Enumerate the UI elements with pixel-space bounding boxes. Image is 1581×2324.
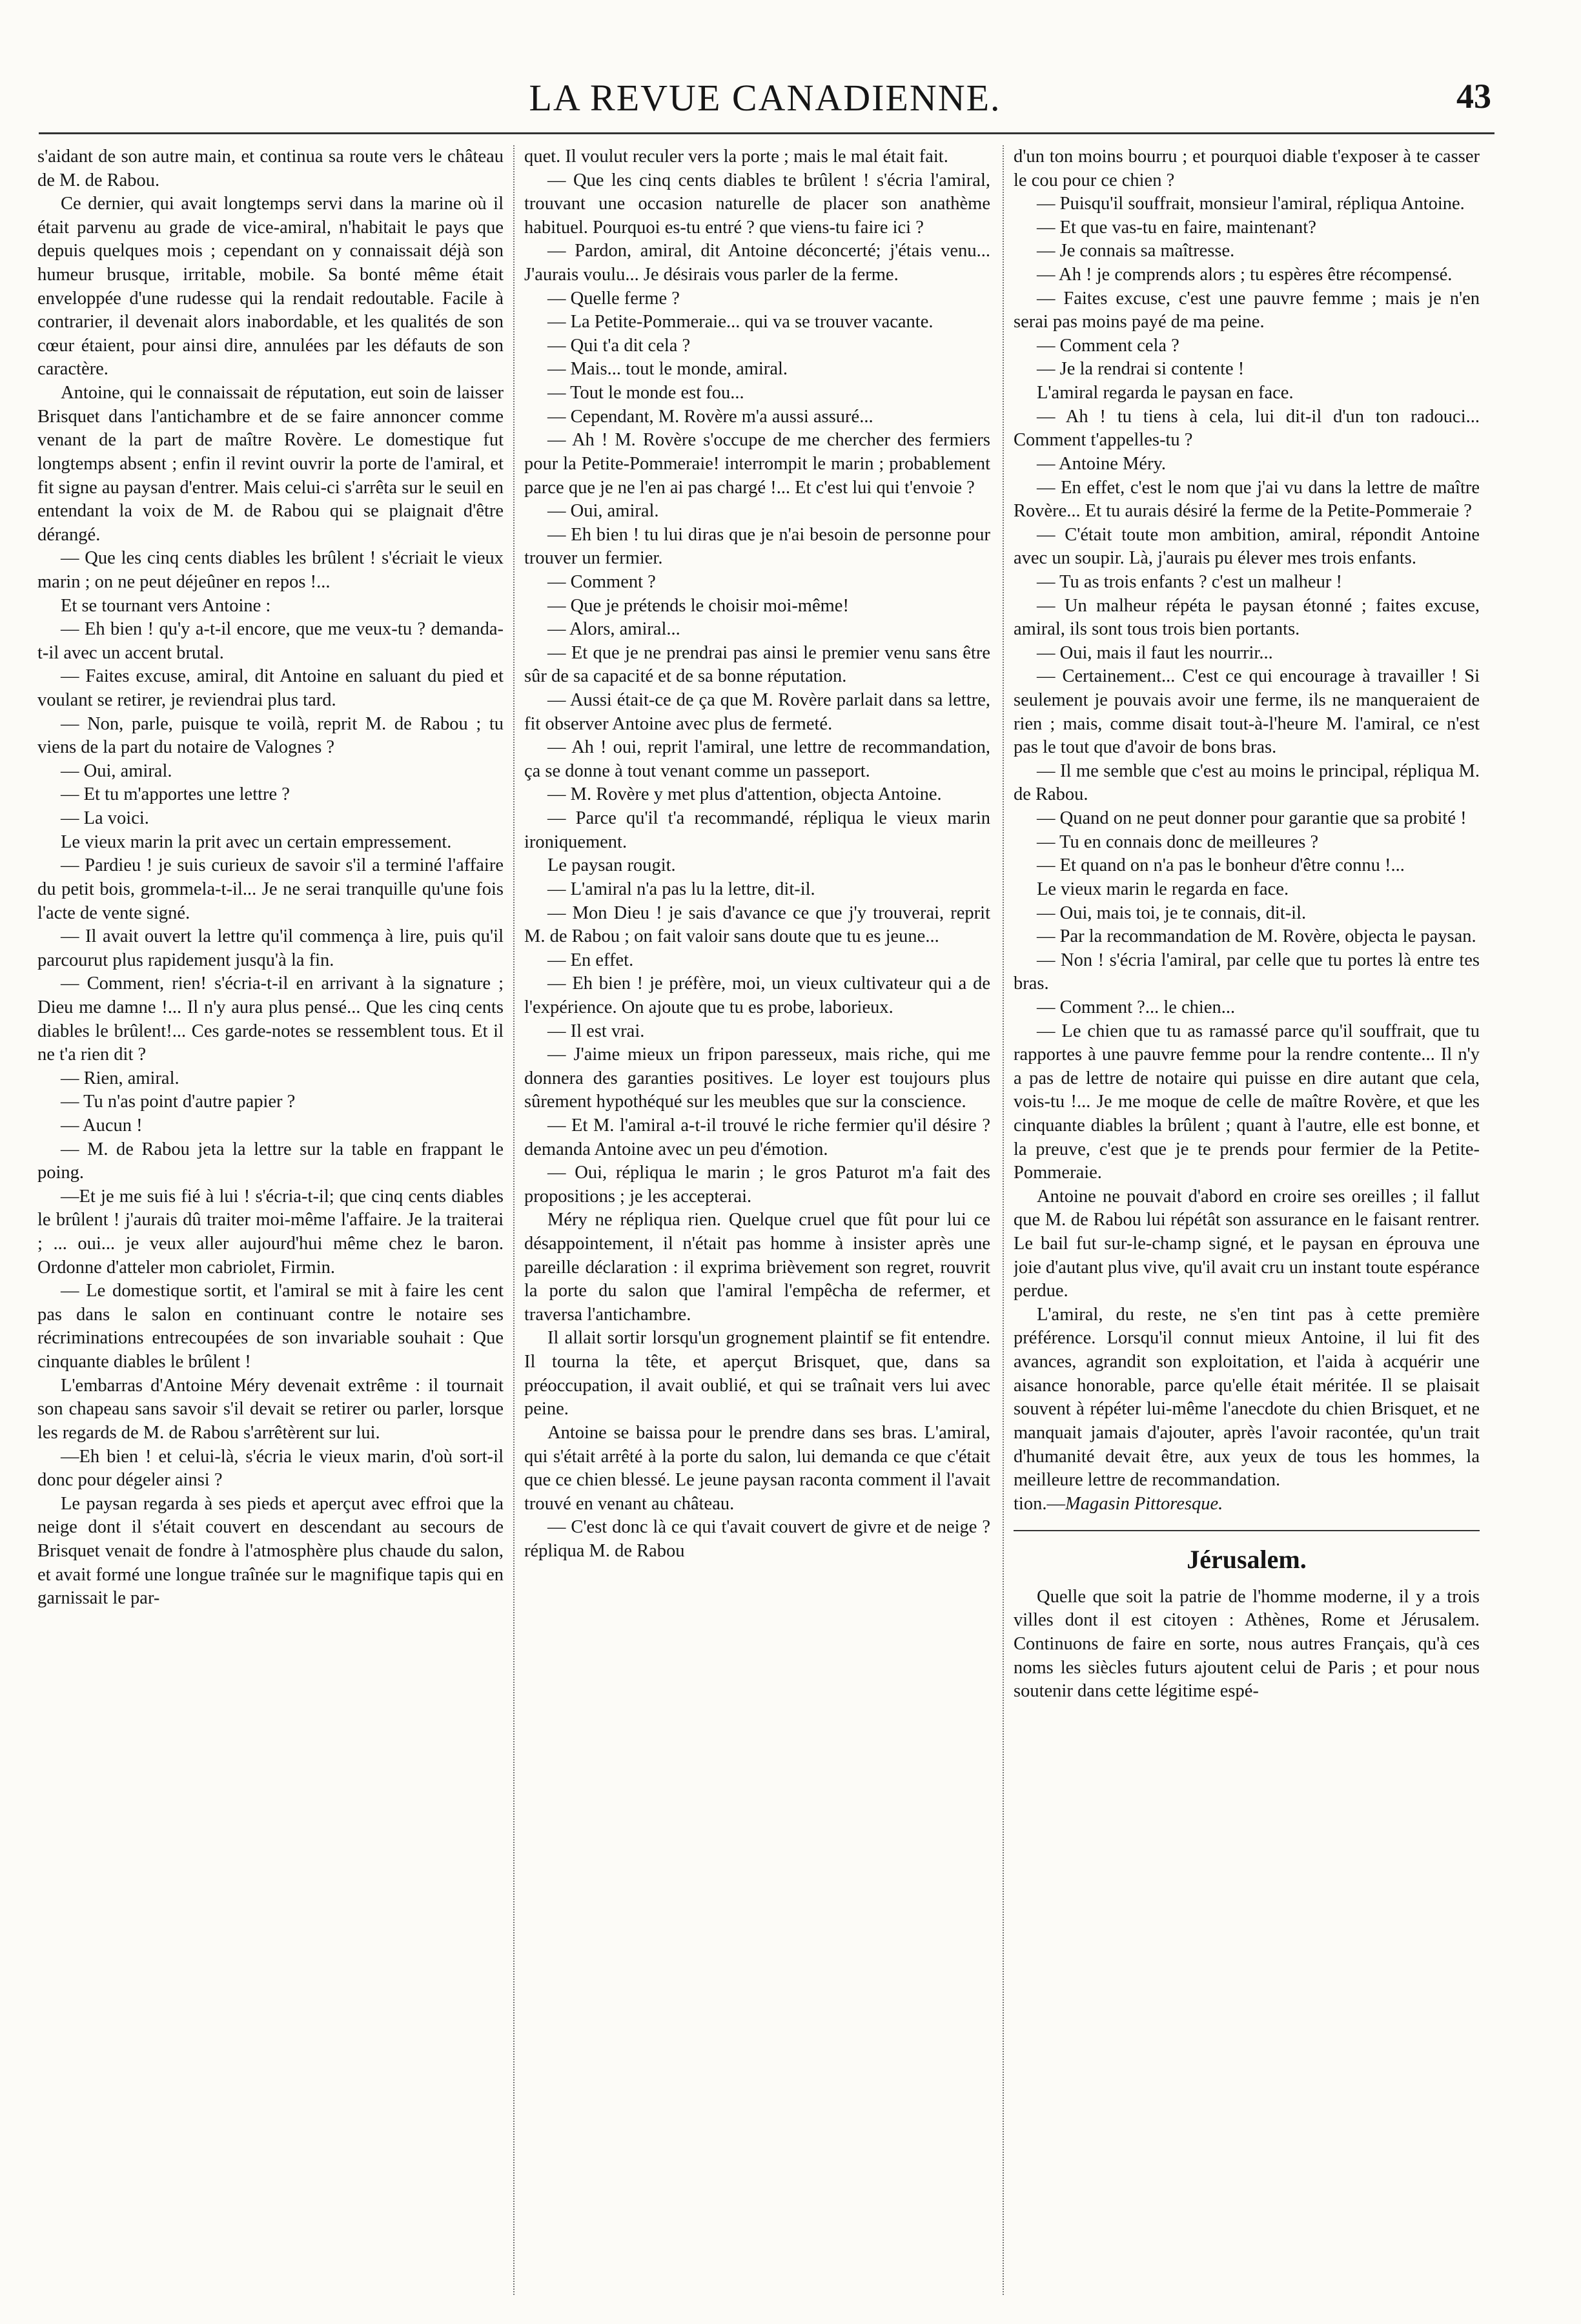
- paragraph: — Ah ! M. Rovère s'occupe de me chercher des fermiers pour la Petite-Pommeraie! interrompit le marin ; probablement parce que je ne l'en ai pas chargé !... Et c'est lui qui t'envoie ?: [524, 430, 990, 498]
- paragraph: — Comment ?... le chien...: [1037, 997, 1236, 1017]
- paragraph: — Non, parle, puisque te voilà, reprit M. de Rabou ; tu viens de la part du notaire de Valognes ?: [37, 713, 504, 758]
- paragraph: — Mon Dieu ! je sais d'avance ce que j'y trouverai, reprit M. de Rabou ; on fait valoir sans doute que tu es jeune...: [524, 902, 990, 947]
- paragraph: — Oui, amiral.: [547, 501, 659, 522]
- paragraph: — Aucun !: [61, 1115, 143, 1136]
- paragraph: — Tu as trois enfants ? c'est un malheur !: [1037, 571, 1342, 592]
- paragraph: Le paysan rougit.: [547, 855, 676, 876]
- paragraph: s'aidant de son autre main, et continua sa route vers le château de M. de Rabou.: [37, 147, 504, 190]
- paragraph: Le vieux marin la prit avec un certain empressement.: [61, 831, 452, 852]
- paragraph: — Eh bien ! qu'y a-t-il encore, que me veux-tu ? demanda-t-il avec un accent brutal.: [37, 619, 504, 663]
- paragraph: — Faites excuse, c'est une pauvre femme ; mais je n'en serai pas moins payé de ma peine.: [1014, 288, 1480, 332]
- paragraph: — Et tu m'apportes une lettre ?: [61, 784, 290, 805]
- paragraph: — Ah ! tu tiens à cela, lui dit-il d'un ton radouci... Comment t'appelles-tu ?: [1014, 406, 1480, 451]
- paragraph: —Et je me suis fié à lui ! s'écria-t-il; que cinq cents diables le brûlent ! j'aurais dû traiter moi-même l'affaire. Je la traiterai ; ... oui... je veux aller aujourd'hui même chez le baron. Ordonne d'atteler mon cabriolet, Firmin.: [37, 1186, 504, 1278]
- paragraph: — Il me semble que c'est au moins le principal, répliqua M. de Rabou.: [1014, 760, 1480, 805]
- paragraph: — Et M. l'amiral a-t-il trouvé le riche fermier qu'il désire ? demanda Antoine avec un peu d'émotion.: [524, 1115, 990, 1159]
- paragraph: quet. Il voulut reculer vers la porte ; mais le mal était fait.: [524, 147, 948, 167]
- paragraph: — En effet.: [547, 950, 634, 970]
- paragraph: — Aussi était-ce de ça que M. Rovère parlait dans sa lettre, fit observer Antoine avec plus de fermeté.: [524, 690, 990, 734]
- paragraph: — Ah ! je comprends alors ; tu espères être récompensé.: [1037, 265, 1453, 285]
- paragraph: L'amiral, du reste, ne s'en tint pas à cette première préférence. Lorsqu'il connut mieux Antoine, il lui fit des avances, agrandit son exploitation, et l'aida à acquérir une aisance honorable, parce qu'elle était méritée. Il se plaisait souvent à répéter lui-même l'anecdote du chien Brisquet, et ne manquait jamais d'ajouter, après l'avoir racontée, qu'un trait d'humanité devait être, aux yeux de tous les hommes, la meilleure lettre de recommandation.: [1014, 1304, 1480, 1491]
- paragraph: Et se tournant vers Antoine :: [61, 595, 271, 616]
- credit-source: Magasin Pittoresque.: [1065, 1493, 1223, 1514]
- paragraph: — Ah ! oui, reprit l'amiral, une lettre de recommandation, ça se donne à tout venant comme un passeport.: [524, 737, 990, 781]
- page-number: 43: [1456, 77, 1491, 116]
- paragraph: — Oui, mais il faut les nourrir...: [1037, 642, 1273, 663]
- column-divider: [513, 145, 515, 2295]
- paragraph: — Que les cinq cents diables les brûlent ! s'écriait le vieux marin ; on ne peut déjeûner en repos !...: [37, 548, 504, 592]
- paragraph: — Que les cinq cents diables te brûlent ! s'écria l'amiral, trouvant une occasion naturelle de placer son anathème habituel. Pourquoi es-tu entré ? que viens-tu faire ici ?: [524, 170, 990, 238]
- paragraph: — C'était toute mon ambition, amiral, répondit Antoine avec un soupir. Là, j'aurais pu élever mes trois enfants.: [1014, 524, 1480, 569]
- paragraph: Ce dernier, qui avait longtemps servi dans la marine où il était parvenu au grade de vice-amiral, n'habitait le pays que depuis quelques mois ; cependant on y connaissait déjà son humeur brusque, irritable, mobile. Sa bonté même était enveloppée d'une rudesse qui la rendait redoutable. Facile à contrarier, il devenait alors inabordable, et les qualités de son cœur étaient, pour ainsi dire, annulées par les défauts de son caractère.: [37, 194, 504, 380]
- paragraph: — Non ! s'écria l'amiral, par celle que tu portes là entre tes bras.: [1014, 950, 1480, 994]
- text-column-2: [524, 145, 990, 2298]
- text-column-3: [1014, 145, 1480, 2298]
- paragraph: — Pardon, amiral, dit Antoine déconcerté; j'étais venu... J'aurais voulu... Je désirais vous parler de la ferme.: [524, 241, 990, 285]
- paragraph: L'amiral regarda le paysan en face.: [1037, 383, 1294, 403]
- paragraph: — Et quand on n'a pas le bonheur d'être connu !...: [1037, 855, 1405, 876]
- paragraph: — Et que je ne prendrai pas ainsi le premier venu sans être sûr de sa capacité et de sa bonne réputation.: [524, 642, 990, 687]
- paragraph: — En effet, c'est le nom que j'ai vu dans la lettre de maître Rovère... Et tu aurais désiré la ferme de la Petite-Pommeraie ?: [1014, 477, 1480, 522]
- article-body: [1014, 1585, 1480, 1704]
- paragraph: — Oui, mais toi, je te connais, dit-il.: [1037, 902, 1307, 923]
- paragraph: — Je la rendrai si contente !: [1037, 359, 1245, 380]
- paragraph: — Certainement... C'est ce qui encourage à travailler ! Si seulement je pouvais avoir une ferme, ils ne manqueraient de rien ; mais, comme disait tout-à-l'heure M. l'amiral, ce n'est pas le tout que d'avoir de bons bras.: [1014, 666, 1480, 758]
- paragraph: L'embarras d'Antoine Méry devenait extrême : il tournait son chapeau sans savoir s'il devait se retirer ou parler, lorsque les regards de M. de Rabou s'arrêtèrent sur lui.: [37, 1375, 504, 1443]
- paragraph: — Quelle ferme ?: [547, 288, 680, 309]
- paragraph: — Cependant, M. Rovère m'a aussi assuré...: [547, 406, 873, 427]
- paragraph: — Il est vrai.: [547, 1021, 645, 1041]
- paragraph: — Parce qu'il t'a recommandé, répliqua le vieux marin ironiquement.: [524, 808, 990, 852]
- section-divider: [1014, 1530, 1480, 1531]
- text-column-1: [37, 145, 504, 2298]
- paragraph: — Un malheur répéta le paysan étonné ; faites excuse, amiral, ils sont tous trois bien portants.: [1014, 595, 1480, 640]
- paragraph: — Oui, amiral.: [61, 760, 172, 781]
- paragraph: — Et que vas-tu en faire, maintenant?: [1037, 217, 1316, 238]
- paragraph: — Mais... tout le monde, amiral.: [547, 359, 788, 380]
- paragraph: — Par la recommandation de M. Rovère, objecta le paysan.: [1037, 926, 1476, 947]
- credit-prefix: tion.—: [1014, 1493, 1065, 1514]
- paragraph: — Eh bien ! je préfère, moi, un vieux cultivateur qui a de l'expérience. On ajoute que tu es probe, laborieux.: [524, 973, 990, 1017]
- journal-title: LA REVUE CANADIENNE.: [529, 77, 1001, 119]
- story-conclusion: [1014, 145, 1480, 1493]
- paragraph: — La voici.: [61, 808, 149, 829]
- paragraph: d'un ton moins bourru ; et pourquoi diable t'exposer à te casser le cou pour ce chien ?: [1014, 147, 1480, 190]
- page-header: [39, 71, 1491, 123]
- paragraph: Il allait sortir lorsqu'un grognement plaintif se fit entendre. Il tourna la tête, et aperçut Brisquet, que, dans sa préoccupation, il avait oublié, et qui se traînait vers lui avec peine.: [524, 1328, 990, 1420]
- column-divider: [1003, 145, 1004, 2295]
- source-credit: [1014, 1493, 1480, 1516]
- paragraph: — Tu en connais donc de meilleures ?: [1037, 831, 1319, 852]
- paragraph: — Il avait ouvert la lettre qu'il commença à lire, puis qu'il parcourut plus rapidement jusqu'à la fin.: [37, 926, 504, 970]
- paragraph: Le vieux marin le regarda en face.: [1037, 879, 1289, 899]
- paragraph: — C'est donc là ce qui t'avait couvert de givre et de neige ? répliqua M. de Rabou: [524, 1517, 990, 1561]
- paragraph: Méry ne répliqua rien. Quelque cruel que fût pour lui ce désappointement, il n'était pas homme à insister après une pareille déclaration : il exprima brièvement son regret, rouvrit la porte du salon que l'amiral l'empêcha de refermer, et traversa l'antichambre.: [524, 1210, 990, 1325]
- paragraph: — Comment cela ?: [1037, 335, 1179, 356]
- paragraph: — J'aime mieux un fripon paresseux, mais riche, qui me donnera des garanties positives. Le loyer est toujours plus sûrement hypothéqué sur les meubles que sur la conscience.: [524, 1045, 990, 1112]
- paragraph: — Tout le monde est fou...: [547, 383, 744, 403]
- paragraph: — Alors, amiral...: [547, 619, 680, 640]
- paragraph: — Tu n'as point d'autre papier ?: [61, 1092, 296, 1112]
- paragraph: — Je connais sa maîtresse.: [1037, 241, 1235, 261]
- paragraph: Quelle que soit la patrie de l'homme moderne, il y a trois villes dont il est citoyen : Athènes, Rome et Jérusalem. Continuons de faire en sorte, nous autres Français, qu'à ces noms les siècles futurs ajoutent celui de Paris ; et pour nous soutenir dans cette légitime espé-: [1014, 1586, 1480, 1702]
- paragraph: — Faites excuse, amiral, dit Antoine en saluant du pied et voulant se retirer, je reviendrai plus tard.: [37, 666, 504, 711]
- paragraph: — Antoine Méry.: [1037, 453, 1167, 474]
- paragraph: Antoine, qui le connaissait de réputation, eut soin de laisser Brisquet dans l'antichambre et de se faire annoncer comme venant de la part de maître Rovère. Le domestique fut longtemps absent ; enfin il revint ouvrir la porte de l'amiral, et fit signe au paysan d'entrer. Mais celui-ci s'arrêta sur le seuil en entendant la voix de M. de Rabou qui se plaignait d'être dérangé.: [37, 383, 504, 545]
- paragraph: —Eh bien ! et celui-là, s'écria le vieux marin, d'où sort-il donc pour dégeler ainsi ?: [37, 1446, 504, 1491]
- paragraph: — Quand on ne peut donner pour garantie que sa probité !: [1037, 808, 1467, 829]
- paragraph: — Qui t'a dit cela ?: [547, 335, 691, 356]
- paragraph: — L'amiral n'a pas lu la lettre, dit-il.: [547, 879, 815, 899]
- paragraph: Antoine ne pouvait d'abord en croire ses oreilles ; il fallut que M. de Rabou lui répétât son assurance en le faisant rentrer. Le bail fut sur-le-champ signé, et le paysan en éprouva une joie d'autant plus vive, qu'il avait cru un instant toute espérance perdue.: [1014, 1186, 1480, 1301]
- article-title: Jérusalem.: [1187, 1545, 1307, 1575]
- paragraph: Antoine se baissa pour le prendre dans ses bras. L'amiral, qui s'était arrêté à la porte du salon, lui demanda ce que c'était que ce chien blessé. Le jeune paysan raconta comment il l'avait trouvé en venant au château.: [524, 1422, 990, 1514]
- paragraph: — Que je prétends le choisir moi-même!: [547, 595, 849, 616]
- paragraph: — M. de Rabou jeta la lettre sur la table en frappant le poing.: [37, 1139, 504, 1183]
- paragraph: — Le domestique sortit, et l'amiral se mit à faire les cent pas dans le salon en continuant contre le notaire ses récriminations entrecoupées de son invariable souhait : Que cinquante diables le brûlent !: [37, 1281, 504, 1372]
- paragraph: — La Petite-Pommeraie... qui va se trouver vacante.: [547, 312, 933, 332]
- paragraph: — Rien, amiral.: [61, 1068, 179, 1088]
- header-rule: [39, 132, 1494, 134]
- paragraph: Le paysan regarda à ses pieds et aperçut avec effroi que la neige dont il s'était couvert en descendant au secours de Brisquet venait de fondre à l'atmosphère plus chaude du salon, et avait formé une longue traînée sur le magnifique tapis qui en garnissait le par-: [37, 1493, 504, 1609]
- paragraph: — Le chien que tu as ramassé parce qu'il souffrait, que tu rapportes à une pauvre femme pour la rendre contente... Il n'y a pas de lettre de notaire qui puisse en dire autant que cela, vois-tu !... Je me moque de celle de maître Rovère, et que les cinquante diables la brûlent ; quant à l'autre, elle est bonne, et la preuve, c'est que je te prends pour fermier de la Petite-Pommeraie.: [1014, 1021, 1480, 1183]
- paragraph: — Comment, rien! s'écria-t-il en arrivant à la signature ; Dieu me damne !... Il n'y aura plus pensé... Que les cinq cents diables le brûlent!... Ces garde-notes se ressemblent tous. Et il ne t'a rien dit ?: [37, 973, 504, 1065]
- paragraph: — Comment ?: [547, 571, 656, 592]
- paragraph: — Eh bien ! tu lui diras que je n'ai besoin de personne pour trouver un fermier.: [524, 524, 990, 569]
- paragraph: — Puisqu'il souffrait, monsieur l'amiral, répliqua Antoine.: [1037, 194, 1465, 214]
- paragraph: — Oui, répliqua le marin ; le gros Paturot m'a fait des propositions ; je les accepterai.: [524, 1163, 990, 1207]
- paragraph: — Pardieu ! je suis curieux de savoir s'il a terminé l'affaire du petit bois, grommela-t-il... Je ne serai tranquille qu'une fois l'acte de vente signé.: [37, 855, 504, 923]
- paragraph: — M. Rovère y met plus d'attention, objecta Antoine.: [547, 784, 942, 805]
